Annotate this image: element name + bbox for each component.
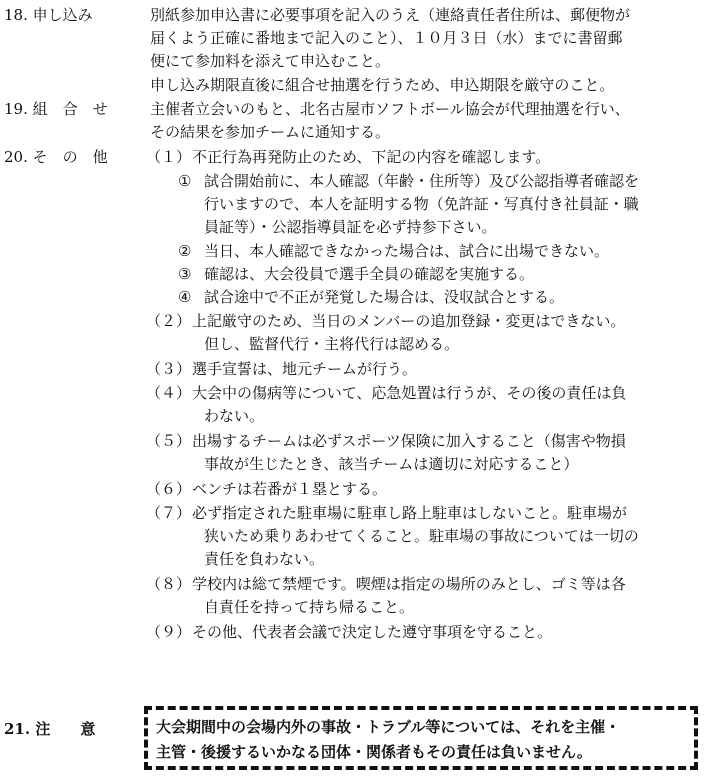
subitem-text: 試合開始前に、本人確認（年齢・住所等）及び公認指導者確認を [204, 172, 640, 190]
text-line: 届くよう正確に番地まで記入のこと）、１０月３日（水）までに書留郵 [150, 29, 623, 47]
item-text: わない。 [204, 407, 265, 425]
text-line: 申し込み期限直後に組合せ抽選を行うため、申込期限を厳守のこと。 [150, 76, 615, 94]
item-text: 但し、監督代行・主将代行は認める。 [204, 335, 460, 353]
notice-box [144, 706, 698, 770]
subitem-text: 当日、本人確認できなかった場合は、試合に出場できない。 [204, 242, 610, 260]
item-label: （８） [146, 575, 192, 593]
text-line: 便にて参加料を添えて申込むこと。 [150, 52, 391, 70]
item-text: 自責任を持って持ち帰ること。 [204, 598, 415, 616]
item-text: 上記厳守のため、当日のメンバーの追加登録・変更はできない。 [192, 312, 626, 330]
item-label: （４） [146, 384, 192, 402]
item-label: （９） [146, 623, 192, 641]
item-text: 大会中の傷病等について、応急処置は行うが、その後の責任は負 [192, 384, 627, 402]
item-text: ベンチは若番が１塁とする。 [192, 480, 388, 498]
item-label: （１） [146, 148, 192, 166]
item-label: （３） [146, 360, 192, 378]
item-label: （２） [146, 312, 192, 330]
section-number: 20. そ の 他 [4, 148, 108, 166]
section-number: 19. 組 合 せ [4, 100, 108, 118]
section-number: 21. 注 意 [4, 720, 96, 738]
notice-line: 主管・後援するいかなる団体・関係者もその責任は負いません。 [156, 743, 592, 761]
text-line: 主催者立会いのもと、北名古屋市ソフトボール協会が代理抽選を行い、 [150, 100, 630, 118]
subitem-text: 試合途中で不正が発覚した場合は、没収試合とする。 [204, 288, 565, 306]
item-text: 出場するチームは必ずスポーツ保険に加入すること（傷害や物損 [192, 432, 626, 450]
item-text: その他、代表者会議で決定した遵守事項を守ること。 [192, 623, 553, 641]
item-text: 学校内は総て禁煙です。喫煙は指定の場所のみとし、ゴミ等は各 [192, 575, 626, 593]
subitem-text: 員証等）・公認指導員証を必ず持参下さい。 [204, 218, 497, 236]
item-text: 事故が生じたとき、該当チームは適切に対応すること） [204, 455, 579, 473]
subitem-label: ② [178, 242, 192, 260]
item-text: 責任を負わない。 [204, 550, 325, 568]
subitem-text: 確認は、大会役員で選手全員の確認を実施する。 [204, 265, 535, 283]
item-text: 狭いため乗りあわせてくること。駐車場の事故については一切の [204, 527, 639, 545]
notice-line: 大会期間中の会場内外の事故・トラブル等については、それを主催・ [156, 718, 621, 736]
item-text: 選手宣誓は、地元チームが行う。 [192, 360, 418, 378]
subitem-label: ④ [178, 288, 192, 306]
section-number: 18. 申し込み [4, 6, 93, 24]
subitem-label: ③ [178, 265, 192, 283]
item-label: （７） [146, 504, 192, 522]
text-line: 別紙参加申込書に必要事項を記入のうえ（連絡責任者住所は、郵便物が [150, 6, 631, 24]
item-text: 必ず指定された駐車場に駐車し路上駐車はしないこと。駐車場が [192, 504, 628, 522]
text-line: その結果を参加チームに通知する。 [150, 123, 391, 141]
item-label: （５） [146, 432, 192, 450]
item-label: （６） [146, 480, 192, 498]
subitem-label: ① [178, 172, 192, 190]
subitem-text: 行いますので、本人を証明する物（免許証・写真付き社員証・職 [204, 195, 639, 213]
item-text: 不正行為再発防止のため、下記の内容を確認します。 [192, 148, 551, 166]
